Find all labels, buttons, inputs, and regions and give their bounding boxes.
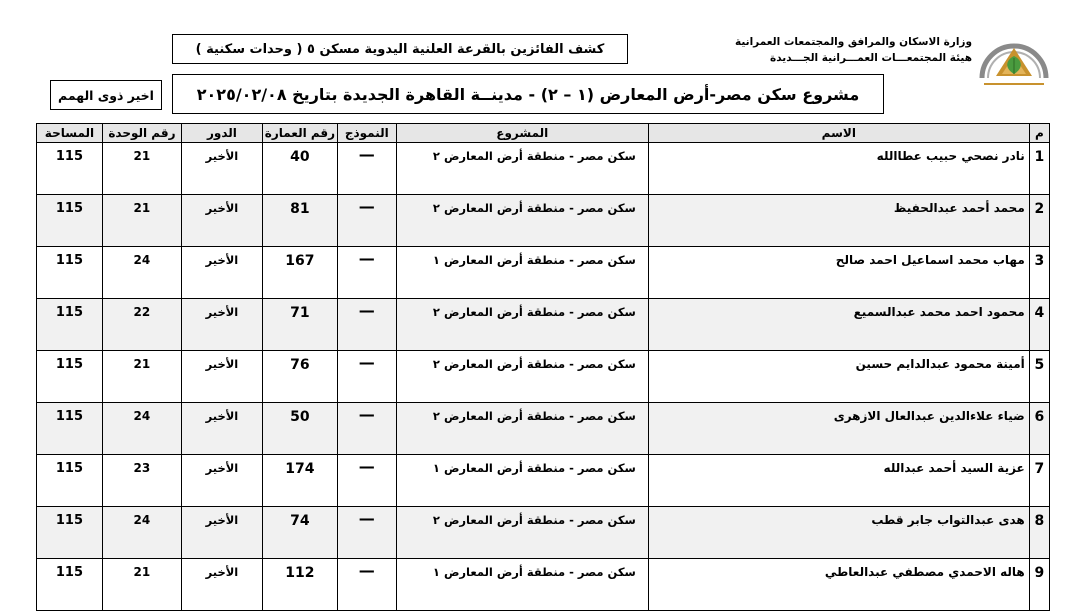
building-cell: 167: [262, 247, 337, 299]
floor-cell: الأخير: [181, 143, 262, 195]
unit-cell: 24: [102, 403, 181, 455]
project-title: مشروع سكن مصر-أرض المعارض (١ – ٢) - مدينــة القاهرة الجديدة بتاريخ ٢٠٢٥/٠٢/٠٨: [172, 74, 884, 114]
row-number: 7: [1029, 455, 1049, 507]
unit-cell: 23: [102, 455, 181, 507]
project-cell: سكن مصر - منطقة أرض المعارض ٢: [396, 299, 648, 351]
unit-cell: 22: [102, 299, 181, 351]
winner-name: محمود احمد محمد عبدالسميع: [648, 299, 1029, 351]
logo: [974, 34, 1054, 94]
area-cell: 115: [37, 195, 103, 247]
unit-cell: 24: [102, 247, 181, 299]
col-header-model: النموذج: [337, 124, 396, 143]
col-header-num: م: [1029, 124, 1049, 143]
row-number: 5: [1029, 351, 1049, 403]
building-cell: 174: [262, 455, 337, 507]
unit-cell: 21: [102, 143, 181, 195]
row-number: 6: [1029, 403, 1049, 455]
model-cell: —: [337, 143, 396, 195]
floor-cell: الأخير: [181, 507, 262, 559]
col-header-floor: الدور: [181, 124, 262, 143]
table-row: [37, 299, 1050, 351]
floor-cell: الأخير: [181, 559, 262, 611]
model-cell: —: [337, 507, 396, 559]
floor-cell: الأخير: [181, 195, 262, 247]
table-row: [37, 507, 1050, 559]
model-cell: —: [337, 195, 396, 247]
unit-cell: 21: [102, 559, 181, 611]
area-cell: 115: [37, 403, 103, 455]
ministry-header: [734, 34, 972, 66]
floor-cell: الأخير: [181, 455, 262, 507]
floor-cell: الأخير: [181, 403, 262, 455]
model-cell: —: [337, 559, 396, 611]
area-cell: 115: [37, 559, 103, 611]
area-cell: 115: [37, 143, 103, 195]
winner-name: أمينة محمود عبدالدايم حسين: [648, 351, 1029, 403]
area-cell: 115: [37, 351, 103, 403]
building-cell: 50: [262, 403, 337, 455]
authority-name: هيئة المجتمعـــات العمـــرانية الجـــديدة: [770, 52, 972, 64]
table-row: [37, 143, 1050, 195]
project-cell: سكن مصر - منطقة أرض المعارض ٢: [396, 195, 648, 247]
table-row: [37, 351, 1050, 403]
table-row: [37, 195, 1050, 247]
floor-cell: الأخير: [181, 351, 262, 403]
building-cell: 81: [262, 195, 337, 247]
row-number: 3: [1029, 247, 1049, 299]
unit-cell: 24: [102, 507, 181, 559]
table-row: [37, 403, 1050, 455]
col-header-unit: رقم الوحدة: [102, 124, 181, 143]
winner-name: ضياء علاءالدين عبدالعال الازهرى: [648, 403, 1029, 455]
project-cell: سكن مصر - منطقة أرض المعارض ٢: [396, 143, 648, 195]
table-header: [37, 124, 1050, 143]
winner-name: مهاب محمد اسماعيل احمد صالح: [648, 247, 1029, 299]
winner-name: عزية السيد أحمد عبدالله: [648, 455, 1029, 507]
project-cell: سكن مصر - منطقة أرض المعارض ١: [396, 559, 648, 611]
row-number: 2: [1029, 195, 1049, 247]
project-cell: سكن مصر - منطقة أرض المعارض ٢: [396, 403, 648, 455]
area-cell: 115: [37, 455, 103, 507]
table-row: [37, 559, 1050, 611]
winner-name: هاله الاحمدي مصطفي عبدالعاطي: [648, 559, 1029, 611]
building-cell: 40: [262, 143, 337, 195]
row-number: 9: [1029, 559, 1049, 611]
col-header-project: المشروع: [396, 124, 648, 143]
lottery-title: كشف الفائزين بالقرعة العلنية اليدوية مسكن ٥ ( وحدات سكنية ): [172, 34, 628, 64]
area-cell: 115: [37, 247, 103, 299]
category-label: اخير ذوى الهمم: [50, 80, 162, 110]
model-cell: —: [337, 455, 396, 507]
winner-name: نادر نصحي حبيب عطاالله: [648, 143, 1029, 195]
model-cell: —: [337, 403, 396, 455]
col-header-area: المساحة: [37, 124, 103, 143]
unit-cell: 21: [102, 351, 181, 403]
area-cell: 115: [37, 299, 103, 351]
project-cell: سكن مصر - منطقة أرض المعارض ١: [396, 247, 648, 299]
row-number: 1: [1029, 143, 1049, 195]
project-cell: سكن مصر - منطقة أرض المعارض ٢: [396, 351, 648, 403]
building-cell: 76: [262, 351, 337, 403]
project-cell: سكن مصر - منطقة أرض المعارض ١: [396, 455, 648, 507]
model-cell: —: [337, 351, 396, 403]
unit-cell: 21: [102, 195, 181, 247]
building-cell: 112: [262, 559, 337, 611]
floor-cell: الأخير: [181, 247, 262, 299]
building-cell: 71: [262, 299, 337, 351]
col-header-building: رقم العمارة: [262, 124, 337, 143]
model-cell: —: [337, 299, 396, 351]
winner-name: محمد أحمد عبدالحفيظ: [648, 195, 1029, 247]
nuca-logo-icon: [974, 34, 1054, 94]
table-row: [37, 455, 1050, 507]
winner-name: هدى عبدالتواب جابر قطب: [648, 507, 1029, 559]
building-cell: 74: [262, 507, 337, 559]
model-cell: —: [337, 247, 396, 299]
row-number: 4: [1029, 299, 1049, 351]
col-header-name: الاسم: [648, 124, 1029, 143]
table-row: [37, 247, 1050, 299]
area-cell: 115: [37, 507, 103, 559]
floor-cell: الأخير: [181, 299, 262, 351]
ministry-name: وزارة الاسكان والمرافق والمجتمعات العمرانية: [734, 36, 972, 48]
row-number: 8: [1029, 507, 1049, 559]
project-cell: سكن مصر - منطقة أرض المعارض ٢: [396, 507, 648, 559]
winners-table: [36, 123, 1050, 611]
